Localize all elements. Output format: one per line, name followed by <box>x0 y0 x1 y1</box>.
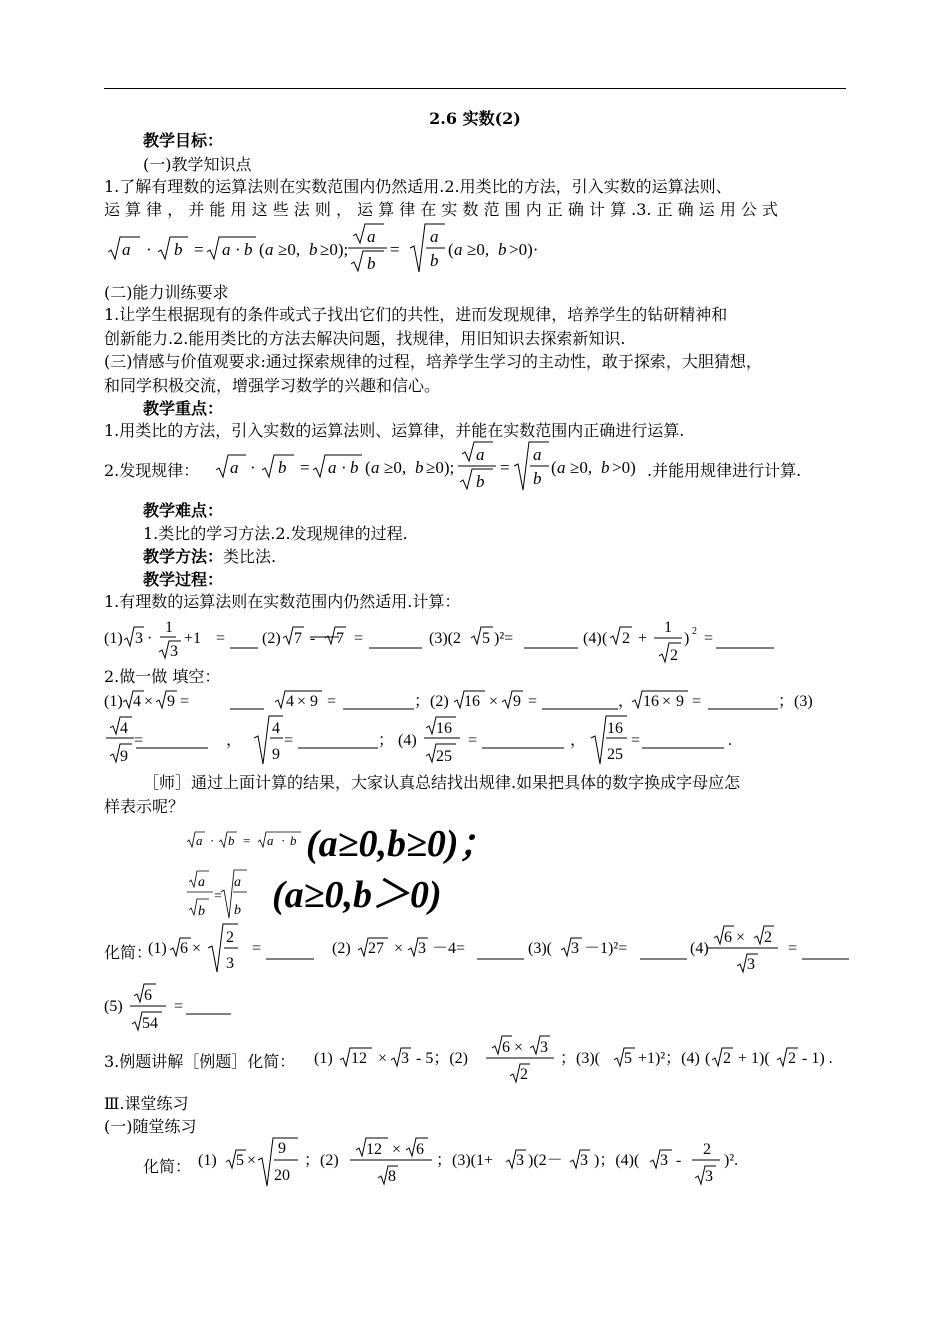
svg-text:.: . <box>728 732 732 749</box>
svg-text:·: · <box>235 240 241 259</box>
svg-text:a: a <box>367 227 376 246</box>
svg-text:3: 3 <box>660 1152 668 1169</box>
svg-text:×: × <box>392 1141 402 1158</box>
svg-text:=: = <box>134 732 144 749</box>
svg-text:≥0);: ≥0); <box>426 458 455 477</box>
svg-text:a: a <box>122 240 131 259</box>
svg-text:，: ， <box>618 693 635 710</box>
svg-text:·: · <box>210 833 215 848</box>
svg-text:2: 2 <box>723 1050 731 1067</box>
svg-text:a: a <box>230 458 239 477</box>
fill-in-row2 <box>104 714 764 770</box>
svg-text:=: = <box>528 693 538 710</box>
svg-text:(: ( <box>365 458 371 477</box>
svg-text:+1)²；(4): +1)²；(4) <box>638 1050 700 1067</box>
svg-text:(4): (4) <box>690 940 709 957</box>
goal2-line2: 创新能力.2.能用类比的方法去解决问题，找规律，用旧知识去探索新知识. <box>104 329 626 348</box>
svg-text:a: a <box>476 445 485 464</box>
header-rule <box>104 88 846 89</box>
svg-text:2: 2 <box>670 647 678 664</box>
practice-heading: Ⅲ.课堂练习 <box>104 1094 189 1113</box>
svg-text:16: 16 <box>643 693 659 710</box>
svg-text:(1): (1) <box>148 940 167 957</box>
goal1-line1: 1.了解有理数的运算法则在实数范围内仍然适用.2.用类比的方法，引入实数的运算法则、 <box>104 177 732 196</box>
svg-text:(4): (4) <box>398 732 417 749</box>
svg-text:6: 6 <box>724 929 732 946</box>
svg-text:-: - <box>310 630 316 647</box>
svg-text:20: 20 <box>274 1167 290 1184</box>
svg-text:；(2): ；(2) <box>414 693 449 710</box>
rule-cond1: (a≥0,b≥0)； <box>306 823 497 865</box>
svg-text:5: 5 <box>482 630 490 647</box>
goal1-line2: 运 算 律 ， 并 能 用 这 些 法 则 ， 运 算 律 在 实 数 范 围 内 正 确 计 算 .3. 正 确 运 用 公 式 <box>104 200 779 219</box>
svg-text:=: = <box>284 732 294 749</box>
svg-text:4: 4 <box>272 720 280 737</box>
svg-text:(: ( <box>705 1050 711 1067</box>
goal1-heading: (一)教学知识点 <box>143 155 252 174</box>
svg-text:7: 7 <box>336 630 344 647</box>
svg-text:3: 3 <box>418 940 426 957</box>
svg-text:-: - <box>676 1152 682 1169</box>
svg-text:3: 3 <box>540 1039 548 1056</box>
svg-text:9: 9 <box>278 1140 286 1157</box>
svg-text:，: ， <box>226 732 243 749</box>
svg-text:5: 5 <box>624 1050 632 1067</box>
svg-text:- 1) .: - 1) . <box>802 1050 833 1067</box>
svg-text:2: 2 <box>520 1066 528 1083</box>
svg-text:9: 9 <box>272 746 280 763</box>
svg-text:(1): (1) <box>104 630 123 647</box>
svg-text:16: 16 <box>464 693 480 710</box>
svg-text:12: 12 <box>351 1050 367 1067</box>
svg-text:；(3)(1+: ；(3)(1+ <box>436 1152 494 1169</box>
example-exercises <box>314 1032 874 1088</box>
svg-text:×: × <box>247 1152 257 1169</box>
svg-text:·: · <box>341 458 347 477</box>
simplify-row2 <box>104 982 244 1038</box>
svg-text:2: 2 <box>764 929 772 946</box>
rule-cond2: (a≥0,b＞0) <box>272 874 442 916</box>
svg-text:－4=: －4= <box>432 940 466 957</box>
svg-text:(: ( <box>602 630 608 647</box>
svg-text:a: a <box>454 240 463 259</box>
process-line1: 1.有理数的运算法则在实数范围内仍然适用.计算： <box>104 592 461 611</box>
goals-heading: 教学目标： <box>143 131 224 150</box>
svg-text:2: 2 <box>226 929 234 946</box>
svg-text:2: 2 <box>788 1050 796 1067</box>
svg-text:b: b <box>244 240 253 259</box>
key-heading: 教学重点： <box>143 399 224 418</box>
goal2-line1: 1.让学生根据现有的条件或式子找出它们的共性，进而发现规律，培养学生的钻研精神和 <box>104 305 728 324</box>
difficulty-line: 1.类比的学习方法.2.发现规律的过程. <box>143 524 408 543</box>
practice-label: 化简： <box>143 1157 192 1176</box>
svg-text:，: ， <box>570 732 587 749</box>
method-heading: 教学方法： <box>143 547 224 566</box>
method-value: 类比法. <box>223 547 277 566</box>
svg-text:a: a <box>234 875 241 890</box>
svg-text:b: b <box>309 240 318 259</box>
svg-text:(: ( <box>551 458 557 477</box>
svg-text:=: = <box>180 693 190 710</box>
svg-text:6: 6 <box>180 940 188 957</box>
page-title: 2.6 实数(2) <box>429 109 521 128</box>
svg-text:3: 3 <box>747 956 755 973</box>
svg-text:5: 5 <box>236 1152 244 1169</box>
svg-text:≥0,: ≥0, <box>384 458 407 477</box>
svg-text:；: ； <box>378 732 395 749</box>
svg-text:b: b <box>350 458 359 477</box>
svg-text:(: ( <box>448 240 454 259</box>
svg-text:b: b <box>198 904 205 919</box>
svg-text:=: = <box>631 732 641 749</box>
svg-text:16: 16 <box>436 720 452 737</box>
svg-text:(1): (1) <box>104 693 123 710</box>
svg-text:=: = <box>214 889 222 904</box>
svg-text:9: 9 <box>513 693 521 710</box>
svg-text:3: 3 <box>401 1050 409 1067</box>
svg-text:(3)(: (3)( <box>528 940 552 957</box>
svg-text:=: = <box>243 833 251 848</box>
difficulty-heading: 教学难点： <box>143 501 224 520</box>
svg-text:=: = <box>300 458 310 477</box>
svg-text:a: a <box>430 227 439 246</box>
svg-text:)².: )². <box>724 1152 739 1169</box>
svg-text:b: b <box>278 458 287 477</box>
svg-text:+: + <box>638 630 648 647</box>
svg-text:3: 3 <box>580 1152 588 1169</box>
svg-text:a: a <box>371 458 380 477</box>
svg-text:(4): (4) <box>583 630 602 647</box>
key-line2-prefix: 2.发现规律： <box>104 461 200 480</box>
svg-text:9: 9 <box>120 748 128 765</box>
svg-text:25: 25 <box>436 748 452 765</box>
teacher-line1: ［师］通过上面计算的结果，大家认真总结找出规律.如果把具体的数字换成字母应怎 <box>143 773 741 792</box>
svg-text:(2): (2) <box>332 940 351 957</box>
svg-text:b: b <box>430 251 439 270</box>
svg-text:)；(4)(: )；(4)( <box>594 1152 640 1169</box>
svg-text:a: a <box>196 833 203 848</box>
svg-text:=: = <box>354 630 364 647</box>
practice-sub: (一)随堂练习 <box>104 1117 197 1136</box>
svg-text:27: 27 <box>368 940 384 957</box>
svg-text:×: × <box>489 693 499 710</box>
svg-text:12: 12 <box>366 1141 382 1158</box>
svg-text:a: a <box>222 240 231 259</box>
svg-text:b: b <box>228 833 235 848</box>
svg-text:×: × <box>144 693 154 710</box>
svg-text:×: × <box>662 693 672 710</box>
svg-text:6: 6 <box>416 1141 424 1158</box>
teacher-line2: 样表示呢？ <box>104 797 185 816</box>
svg-text:=: = <box>500 458 510 477</box>
svg-text:×: × <box>736 929 746 946</box>
svg-text:6: 6 <box>144 987 152 1004</box>
svg-text:a: a <box>533 445 542 464</box>
svg-text:；(3)(: ；(3)( <box>560 1050 600 1067</box>
svg-text:=: = <box>704 630 714 647</box>
svg-text:2: 2 <box>622 630 630 647</box>
svg-text:=: = <box>194 240 204 259</box>
svg-text:4: 4 <box>286 693 294 710</box>
svg-text:)²=: )²= <box>494 630 514 647</box>
key-line2-suffix: .并能用规律进行计算. <box>647 461 802 480</box>
svg-text:×: × <box>394 940 404 957</box>
method-line <box>143 547 276 567</box>
example-prefix: 3.例题讲解［例题］化简： <box>104 1052 296 1071</box>
svg-text:9: 9 <box>676 693 684 710</box>
svg-text:(3)(2: (3)(2 <box>429 630 461 647</box>
simplify-row1 <box>148 922 852 978</box>
general-rule-product <box>185 828 305 858</box>
svg-text:1: 1 <box>165 619 173 636</box>
svg-text:－1)²=: －1)²= <box>584 940 628 957</box>
svg-text:≥0);: ≥0); <box>320 240 349 259</box>
svg-text:3: 3 <box>571 940 579 957</box>
svg-text:3: 3 <box>516 1152 524 1169</box>
svg-text:(: ( <box>259 240 265 259</box>
svg-text:≥0,: ≥0, <box>467 240 490 259</box>
compute-exercises <box>104 612 804 668</box>
svg-text:b: b <box>290 833 297 848</box>
svg-text:7: 7 <box>294 630 302 647</box>
svg-text:a: a <box>328 458 337 477</box>
svg-text:×: × <box>297 693 307 710</box>
svg-text:4: 4 <box>120 720 128 737</box>
goal3-line2: 和同学积极交流，增强学习数学的兴趣和信心。 <box>104 376 441 395</box>
svg-text:=: = <box>468 732 478 749</box>
svg-text:b: b <box>234 903 241 918</box>
svg-text:16: 16 <box>607 720 623 737</box>
svg-text:>0): >0) <box>612 458 636 477</box>
svg-text:6: 6 <box>502 1039 510 1056</box>
simplify-label: 化简： <box>104 943 153 962</box>
svg-text:；(3): ；(3) <box>778 693 813 710</box>
svg-text:9: 9 <box>310 693 318 710</box>
formula-product-quotient <box>104 222 564 278</box>
svg-text:): ) <box>684 630 690 647</box>
svg-text:；(2): ；(2) <box>304 1152 339 1169</box>
svg-text:=: = <box>327 693 337 710</box>
svg-text:3: 3 <box>170 643 178 660</box>
svg-text:b: b <box>415 458 424 477</box>
svg-text:(1): (1) <box>314 1050 333 1067</box>
svg-text:×: × <box>192 940 202 957</box>
svg-text:b: b <box>367 254 376 273</box>
key-line1: 1.用类比的方法，引入实数的运算法则、运算律，并能在实数范围内正确进行运算. <box>104 421 685 440</box>
svg-text:·: · <box>250 458 256 477</box>
svg-text:=: = <box>252 940 262 957</box>
formula-rule-key <box>210 440 650 496</box>
svg-text:(1): (1) <box>198 1152 217 1169</box>
svg-text:·: · <box>281 833 286 848</box>
svg-text:3: 3 <box>135 630 143 647</box>
svg-text:×: × <box>514 1039 524 1056</box>
svg-text:b: b <box>174 240 183 259</box>
svg-text:b: b <box>601 458 610 477</box>
general-rule-quotient <box>185 868 265 924</box>
goal2-heading: (二)能力训练要求 <box>104 283 229 302</box>
svg-text:2: 2 <box>703 1141 711 1158</box>
practice-exercises <box>198 1134 798 1190</box>
svg-text:4: 4 <box>133 693 141 710</box>
svg-text:b: b <box>476 472 485 491</box>
svg-text:=: = <box>216 630 226 647</box>
svg-text:=: = <box>174 998 184 1015</box>
svg-text:25: 25 <box>607 746 623 763</box>
svg-text:)(2－: )(2－ <box>528 1152 563 1169</box>
svg-text:(2): (2) <box>262 630 281 647</box>
svg-text:≥0,: ≥0, <box>570 458 593 477</box>
svg-text:2: 2 <box>692 626 697 637</box>
svg-text:3: 3 <box>226 955 234 972</box>
svg-text:a: a <box>198 875 205 890</box>
svg-text:b: b <box>498 240 507 259</box>
svg-text:a: a <box>557 458 566 477</box>
process-heading: 教学过程： <box>143 570 224 589</box>
svg-text:a: a <box>265 240 274 259</box>
svg-text:+1: +1 <box>184 630 202 647</box>
try-heading: 2.做一做 填空： <box>104 667 221 686</box>
svg-text:3: 3 <box>705 1168 713 1185</box>
svg-text:54: 54 <box>142 1015 158 1032</box>
svg-text:- 5；(2): - 5；(2) <box>416 1050 468 1067</box>
svg-text:9: 9 <box>167 693 175 710</box>
svg-text:8: 8 <box>388 1168 396 1185</box>
svg-text:=: = <box>692 693 702 710</box>
svg-text:b: b <box>533 469 542 488</box>
svg-text:1: 1 <box>664 619 672 636</box>
svg-text:(5): (5) <box>104 998 123 1015</box>
fill-in-row1 <box>104 686 864 716</box>
svg-text:a: a <box>267 833 274 848</box>
svg-text:·: · <box>147 630 153 647</box>
goal3-line1: (三)情感与价值观要求:通过探索规律的过程，培养学生学习的主动性，敢于探索，大胆猜想， <box>104 352 762 371</box>
svg-text:=: = <box>788 940 798 957</box>
svg-text:+ 1)(: + 1)( <box>738 1050 770 1067</box>
svg-text:≥0,: ≥0, <box>278 240 301 259</box>
svg-text:×: × <box>378 1050 388 1067</box>
svg-text:=: = <box>390 240 400 259</box>
svg-text:·: · <box>146 240 152 259</box>
svg-text:>0)·: >0)· <box>509 240 539 259</box>
